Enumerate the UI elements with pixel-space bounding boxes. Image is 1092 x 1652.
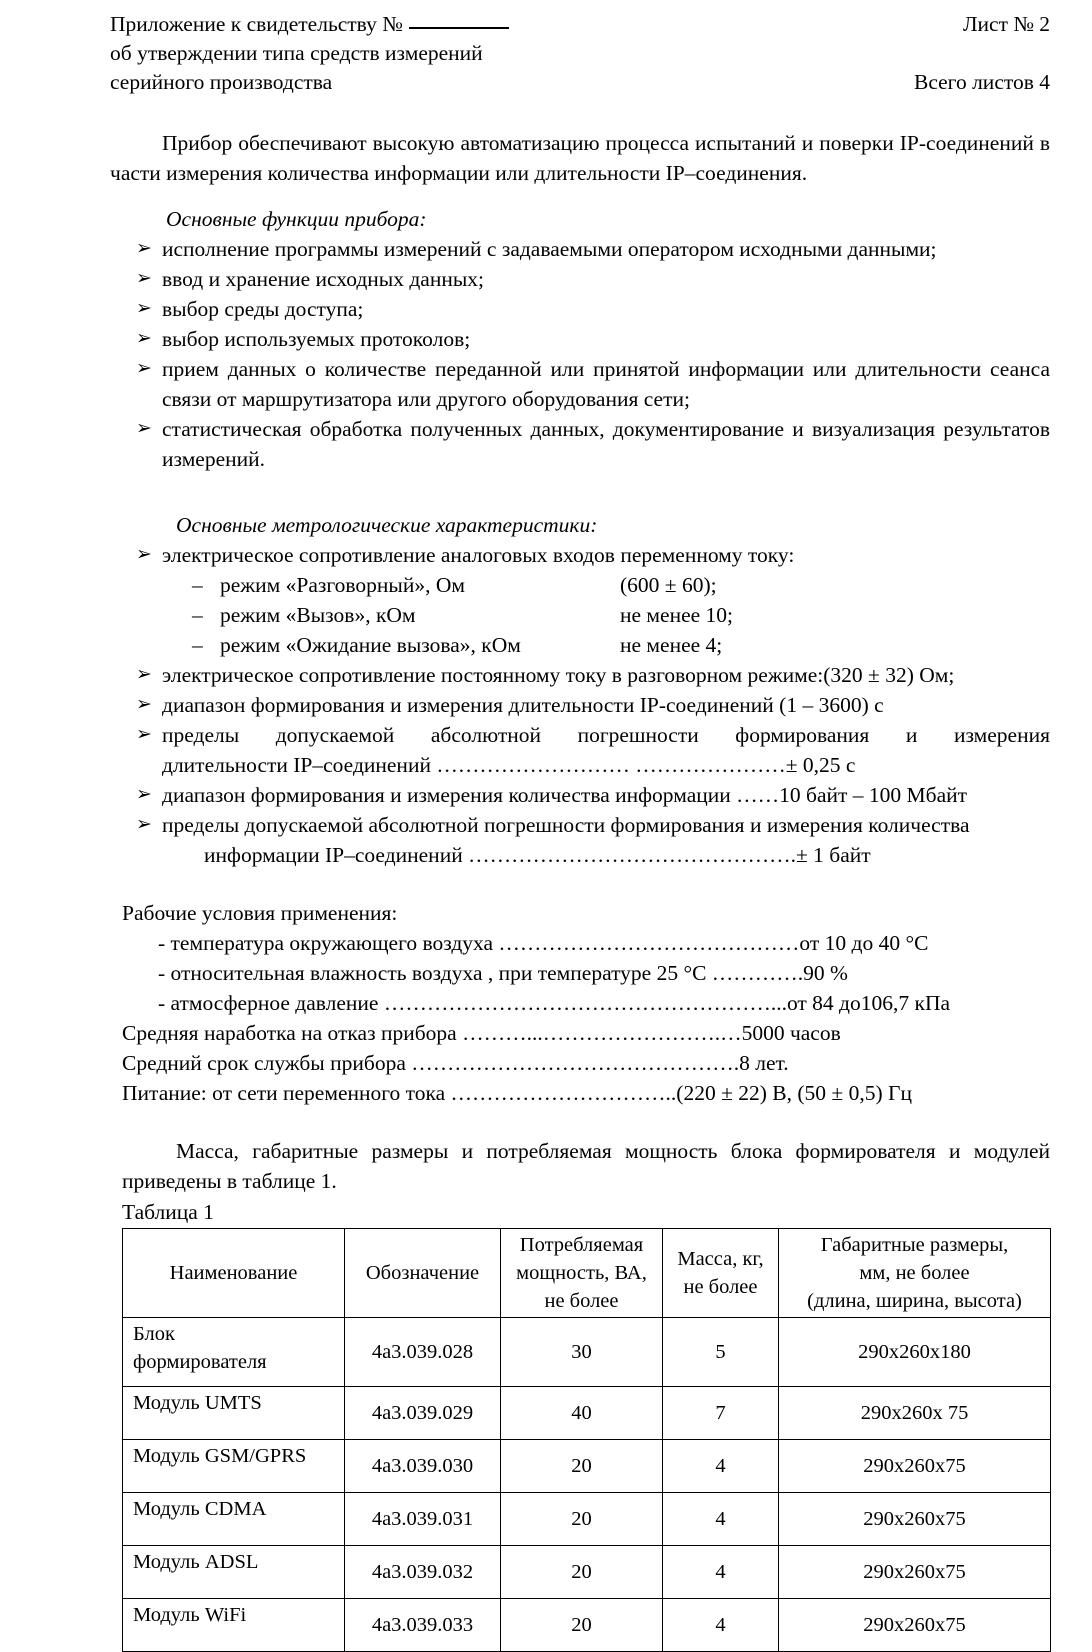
- table-row: [123, 1599, 1051, 1652]
- table-intro-paragraph: Масса, габаритные размеры и потребляемая мощность блока формирователя и модулей приведены в таблице 1.: [122, 1139, 1050, 1193]
- list-item: [110, 660, 1050, 690]
- cell-name-line: формирователя: [133, 1351, 267, 1373]
- cell-mass: 4: [663, 1546, 779, 1599]
- operating-conditions-heading: Рабочие условия применения:: [122, 901, 398, 925]
- mode-label: режим «Вызов», кОм: [220, 603, 416, 627]
- list-item: [110, 810, 1050, 870]
- arrow-bullet-icon: ➢: [136, 328, 152, 349]
- cell-name-line: Модуль ADSL: [133, 1551, 259, 1573]
- header-certificate-label: Приложение к свидетельству №: [110, 12, 403, 36]
- functions-heading: Основные функции прибора:: [166, 207, 427, 231]
- list-item-label-line1: пределы допускаемой абсолютной погрешности формирования и измерения: [162, 723, 1050, 747]
- cell-name: [123, 1387, 345, 1440]
- cell-designation: 4а3.039.033: [345, 1599, 501, 1652]
- list-item-label-line2: длительности IP–соединений ……………………… …………………± 0,25 с: [162, 753, 856, 777]
- table-row: [123, 1318, 1051, 1387]
- list-item-label: ввод и хранение исходных данных;: [162, 267, 485, 291]
- list-item: [110, 234, 1050, 264]
- specifications-table: [122, 1228, 1051, 1652]
- list-item: [110, 600, 1050, 630]
- cell-dimensions: 290х260х75: [779, 1440, 1051, 1493]
- cell-designation: 4а3.039.032: [345, 1546, 501, 1599]
- resistance-modes-list: [110, 570, 1050, 660]
- column-header-dimensions: [779, 1229, 1051, 1318]
- header-line: Потребляемая: [519, 1234, 644, 1256]
- list-item-label: электрическое сопротивление постоянному току в разговорном режиме:(320 ± 32) Ом;: [162, 663, 955, 687]
- cell-name: [123, 1493, 345, 1546]
- cell-mass: 4: [663, 1599, 779, 1652]
- arrow-bullet-icon: ➢: [136, 724, 152, 745]
- column-header-name: [123, 1229, 345, 1318]
- metrology-list-continued: [110, 660, 1050, 870]
- cell-name: [123, 1599, 345, 1652]
- cell-name-line: Модуль UMTS: [133, 1392, 262, 1414]
- list-item: [110, 324, 1050, 354]
- power-supply-line: Питание: от сети переменного тока …………………………..(220 ± 22) В, (50 ± 0,5) Гц: [122, 1081, 912, 1105]
- list-item-label: диапазон формирования и измерения количества информации ……10 байт – 100 Мбайт: [162, 783, 968, 807]
- arrow-bullet-icon: ➢: [136, 694, 152, 715]
- cell-dimensions: 290х260х 75: [779, 1387, 1051, 1440]
- cell-power: 20: [501, 1493, 663, 1546]
- table-row: [123, 1493, 1051, 1546]
- cell-name: [123, 1440, 345, 1493]
- list-item: [110, 414, 1050, 474]
- header-subtitle-line-2: серийного производства: [110, 70, 333, 94]
- arrow-bullet-icon: ➢: [136, 268, 152, 289]
- arrow-bullet-icon: ➢: [136, 238, 152, 259]
- header-line: Габаритные размеры,: [820, 1234, 1009, 1256]
- header-line: Наименование: [169, 1262, 298, 1284]
- list-item: [110, 264, 1050, 294]
- list-item-label: прием данных о количестве переданной или принятой информации или длительности сеанса связи от маршрутизатора или другого оборудования сети;: [162, 357, 1050, 411]
- arrow-bullet-icon: ➢: [136, 784, 152, 805]
- table-caption: Таблица 1: [122, 1200, 214, 1224]
- dash-bullet-icon: –: [192, 633, 203, 657]
- arrow-bullet-icon: ➢: [136, 418, 152, 439]
- list-item: [110, 294, 1050, 324]
- cell-power: 20: [501, 1599, 663, 1652]
- metrology-heading: Основные метрологические характеристики:: [176, 513, 598, 537]
- header-left-block: [110, 10, 750, 97]
- cell-power: 20: [501, 1440, 663, 1493]
- cell-name: [123, 1546, 345, 1599]
- condition-humidity: - относительная влажность воздуха , при температуре 25 °С ………….90 %: [158, 961, 848, 985]
- condition-pressure: - атмосферное давление ………………………………………………...от 84 до106,7 кПа: [158, 991, 951, 1015]
- arrow-bullet-icon: ➢: [136, 358, 152, 379]
- header-line: мм, не более: [859, 1262, 970, 1284]
- mode-value: не менее 10;: [620, 603, 734, 627]
- cell-designation: 4а3.039.028: [345, 1318, 501, 1387]
- list-item-label-line2: информации IP–соединений ……………………………………….± 1 байт: [204, 843, 871, 867]
- table-row: [123, 1440, 1051, 1493]
- table-row: [123, 1546, 1051, 1599]
- mode-label: режим «Разговорный», Ом: [220, 573, 466, 597]
- list-item: [110, 354, 1050, 414]
- cell-designation: 4а3.039.029: [345, 1387, 501, 1440]
- cell-name-line: Блок: [133, 1323, 175, 1345]
- mode-label: режим «Ожидание вызова», кОм: [220, 633, 521, 657]
- cell-dimensions: 290х260х75: [779, 1493, 1051, 1546]
- intro-paragraph: Прибор обеспечивают высокую автоматизацию процесса испытаний и поверки IP-соединений в части измерения количества информации или длительности IP–соединения.: [110, 131, 1050, 185]
- cell-name-line: Модуль WiFi: [133, 1604, 247, 1626]
- cell-designation: 4а3.039.030: [345, 1440, 501, 1493]
- column-header-power: [501, 1229, 663, 1318]
- list-item-label: выбор среды доступа;: [162, 297, 364, 321]
- cell-dimensions: 290х260х75: [779, 1546, 1051, 1599]
- arrow-bullet-icon: ➢: [136, 544, 152, 565]
- list-item-label: статистическая обработка полученных данных, документирование и визуализация результатов измерений.: [162, 417, 1050, 471]
- cell-power: 40: [501, 1387, 663, 1440]
- list-item: [110, 780, 1050, 810]
- list-item-label: электрическое сопротивление аналоговых входов переменному току:: [162, 543, 795, 567]
- sheet-number: Лист № 2: [962, 12, 1050, 36]
- header-certificate-line: [110, 10, 750, 39]
- cell-mass: 5: [663, 1318, 779, 1387]
- column-header-designation: [345, 1229, 501, 1318]
- column-header-mass: [663, 1229, 779, 1318]
- list-item: [110, 540, 1050, 570]
- condition-temperature: - температура окружающего воздуха ……………………………………от 10 до 40 °С: [158, 931, 929, 955]
- total-sheets: Всего листов 4: [913, 70, 1050, 94]
- table-header-row: [123, 1229, 1051, 1318]
- list-item: [110, 690, 1050, 720]
- list-item: [110, 720, 1050, 780]
- mode-value: (600 ± 60);: [620, 573, 717, 597]
- arrow-bullet-icon: ➢: [136, 814, 152, 835]
- header-subtitle-line-1: об утверждении типа средств измерений: [110, 41, 483, 65]
- document-header: [110, 10, 1050, 100]
- cell-power: 30: [501, 1318, 663, 1387]
- list-item-label-line1: пределы допускаемой абсолютной погрешности формирования и измерения количества: [162, 813, 970, 837]
- certificate-number-blank: [409, 27, 509, 29]
- dash-bullet-icon: –: [192, 573, 203, 597]
- cell-power: 20: [501, 1546, 663, 1599]
- list-item-label: исполнение программы измерений с задаваемыми оператором исходными данными;: [162, 237, 937, 261]
- list-item: [110, 570, 1050, 600]
- header-line: мощность, ВА,: [516, 1262, 647, 1284]
- header-line: не более: [544, 1290, 619, 1312]
- dash-bullet-icon: –: [192, 603, 203, 627]
- service-life-line: Средний срок службы прибора ……………………………………….8 лет.: [122, 1051, 789, 1075]
- metrology-list: [110, 540, 1050, 570]
- cell-designation: 4а3.039.031: [345, 1493, 501, 1546]
- cell-mass: 7: [663, 1387, 779, 1440]
- functions-list: [110, 234, 1050, 474]
- mtbf-line: Средняя наработка на отказ прибора ………...…………………….…5000 часов: [122, 1021, 841, 1045]
- cell-dimensions: 290х260х180: [779, 1318, 1051, 1387]
- cell-name: [123, 1318, 345, 1387]
- operating-conditions-block: [110, 898, 1050, 1108]
- cell-mass: 4: [663, 1493, 779, 1546]
- list-item: [110, 630, 1050, 660]
- cell-name-line: Модуль CDMA: [133, 1498, 267, 1520]
- page-content: [110, 10, 1050, 1652]
- cell-mass: 4: [663, 1440, 779, 1493]
- list-item-label: диапазон формирования и измерения длительности IP-соединений (1 – 3600) с: [162, 693, 884, 717]
- arrow-bullet-icon: ➢: [136, 664, 152, 685]
- header-line: Масса, кг,: [677, 1248, 764, 1270]
- cell-dimensions: 290х260х75: [779, 1599, 1051, 1652]
- mode-value: не менее 4;: [620, 633, 723, 657]
- header-line: не более: [683, 1276, 758, 1298]
- header-line: (длина, ширина, высота): [807, 1290, 1022, 1312]
- arrow-bullet-icon: ➢: [136, 298, 152, 319]
- list-item-label: выбор используемых протоколов;: [162, 327, 471, 351]
- header-line: Обозначение: [365, 1262, 480, 1284]
- cell-name-line: Модуль GSM/GPRS: [133, 1445, 307, 1467]
- table-row: [123, 1387, 1051, 1440]
